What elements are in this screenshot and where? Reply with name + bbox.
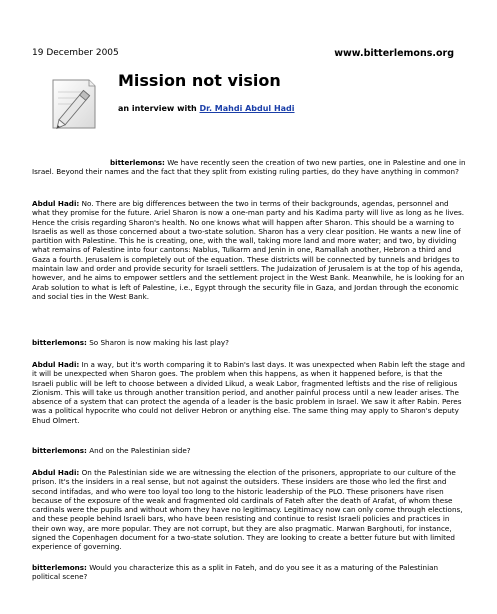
question-text: And on the Palestinian side? bbox=[86, 446, 191, 455]
subtitle-prefix: an interview with bbox=[118, 104, 200, 113]
answer-text: No. There are big differences between the two in terms of their backgrounds, agendas, personnel and what they promise for the future. Ariel Sharon is now a one-man party and his Kadima party will live as long as he lives. Hence the crisis regarding Sharon's health. No one knows what will happen after Sharon. This should be a warning to Israelis as well as those concerned about a two-state solution. Sharon has a very clear position. He wants a new line of partition with Palestine. This he is creating, one, with the wall, taking more land and more water; and two, by dividing what remains of Palestine into four cantons: Nablus, Tulkarm and Jenin in one, Ramallah another, Hebron a third and Gaza a fourth. Jerusalem is completely out of the equation. These districts will be connected by tunnels and bridges to maintain law and order and provide security for Israeli settlers. The Judaization of Jerusalem is at the top of his agenda, however, and he aims to empower settlers and the settlement project in the West Bank. Meanwhile, he is looking for an Arab solution to what is left of Palestine, i.e., Egypt through the security file in Gaza, and Jordan through the economic and social ties in the West Bank. bbox=[32, 199, 465, 301]
interviewee-link[interactable]: Dr. Mahdi Abdul Hadi bbox=[199, 104, 295, 113]
question-text: Would you characterize this as a split in Fateh, and do you see it as a maturing of the Palestinian political scene? bbox=[32, 563, 439, 582]
article-title: Mission not vision bbox=[118, 71, 281, 90]
question-paragraph bbox=[32, 158, 466, 177]
answer-paragraph bbox=[32, 199, 466, 301]
question-paragraph bbox=[32, 563, 466, 582]
answer-paragraph bbox=[32, 360, 466, 425]
article-subtitle bbox=[118, 104, 295, 113]
answer-text: On the Palestinian side we are witnessing the election of the prisoners, appropriate to our culture of the prison. It's the insiders in a real sense, but not against the outsiders. These insiders are those who led the first and second intifadas, and who were too loyal too long to the historic leadership of the PLO. These prisoners have risen because of the exposure of the weak and fragmented old cardinals of Fateh after the death of Arafat, of whom these cardinals were the pupils and without whom they have no legitimacy. Legitimacy now can only come through elections, and these people behind Israeli bars, who have been resisting and continue to resist Israeli policies and practices in their own way, are more popular. They are not corrupt, but they are also pragmatic. Marwan Barghouti, for instance, signed the Copenhagen document for a two-state solution. They are looking to create a better future but with limited experience of governing. bbox=[32, 468, 463, 552]
speaker-label: bitterlemons: bbox=[32, 446, 87, 455]
publication-date: 19 December 2005 bbox=[32, 48, 119, 58]
speaker-label: bitterlemons: bbox=[32, 563, 87, 572]
answer-paragraph bbox=[32, 468, 466, 552]
speaker-label: Abdul Hadi: bbox=[32, 360, 80, 369]
site-name: www.bitterlemons.org bbox=[334, 48, 454, 59]
speaker-label: Abdul Hadi: bbox=[32, 199, 80, 208]
speaker-label: Abdul Hadi: bbox=[32, 468, 80, 477]
question-text: So Sharon is now making his last play? bbox=[86, 338, 229, 347]
question-paragraph bbox=[32, 446, 466, 455]
question-text: We have recently seen the creation of two new parties, one in Palestine and one in Israel. Beyond their names and the fact that they split from existing ruling parties, do they have anything in common? bbox=[32, 158, 466, 177]
pencil-note-icon bbox=[47, 76, 101, 132]
answer-text: In a way, but it's worth comparing it to Rabin's last days. It was unexpected when Rabin left the stage and it will be unexpected when Sharon goes. The problem when this happens, as when it happened before, is that the Israeli public will be left to choose between a divided Likud, a weak Labor, fragmented leftists and the rise of religious Zionism. This will take us through another transition period, and another painful process until a new leader arises. The absence of a system that can protect the agenda of a leader is the basic problem in Israel. We saw it after Rabin. Peres was a political hypocrite who could not deliver Hebron or anything else. The same thing may apply to Sharon's deputy Ehud Olmert. bbox=[32, 360, 465, 425]
speaker-label: bitterlemons: bbox=[32, 338, 87, 347]
question-paragraph bbox=[32, 338, 466, 347]
speaker-label: bitterlemons: bbox=[110, 158, 165, 167]
